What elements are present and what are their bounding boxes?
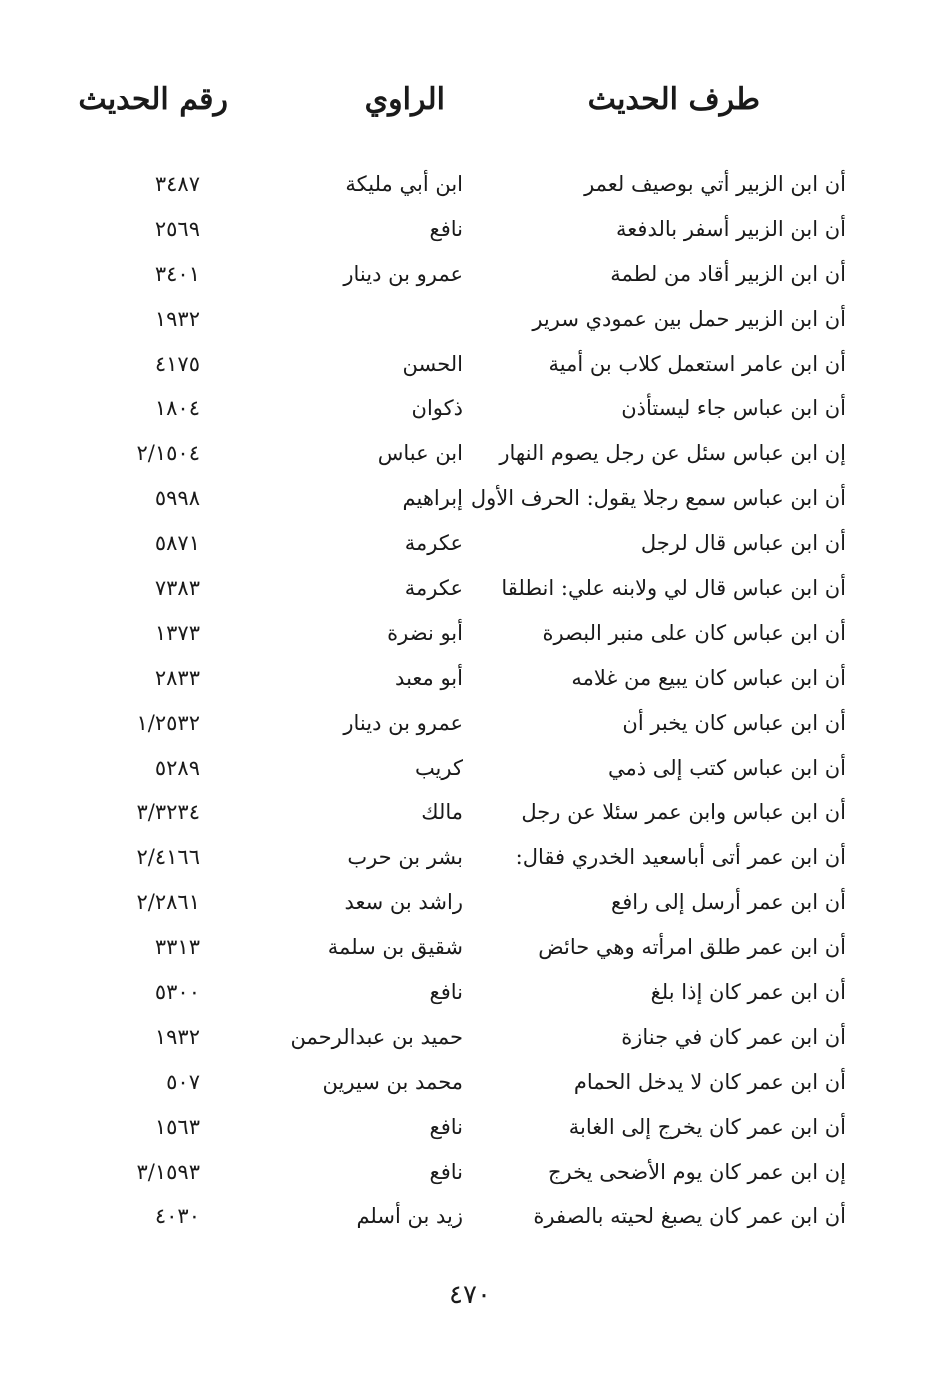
hadith-text: أن ابن عباس جاء ليستأذن: [621, 396, 846, 421]
hadith-number: ٢/٢٨٦١: [136, 890, 200, 915]
table-header: [0, 82, 940, 132]
table-row: [0, 1060, 940, 1105]
table-row: [0, 1015, 940, 1060]
narrator-name: إبراهيم: [402, 486, 463, 511]
table-row: [0, 611, 940, 656]
hadith-text: إن ابن عمر كان يوم الأضحى يخرج: [548, 1159, 846, 1184]
narrator-name: محمد بن سيرين: [322, 1069, 463, 1094]
hadith-text: أن ابن عباس قال لي ولابنه علي: انطلقا: [501, 576, 846, 601]
hadith-text: أن ابن عباس كتب إلى ذمي: [608, 755, 846, 780]
table-row: [0, 790, 940, 835]
hadith-text: أن ابن عمر كان لا يدخل الحمام: [573, 1069, 846, 1094]
narrator-name: أبو نضرة: [387, 620, 463, 645]
narrator-name: نافع: [429, 1159, 463, 1184]
table-row: [0, 880, 940, 925]
hadith-number: ١٩٣٢: [154, 1024, 200, 1049]
table-row: [0, 342, 940, 387]
hadith-number: ٣/٣٢٣٤: [136, 800, 200, 825]
hadith-number: ١٣٧٣: [154, 620, 200, 645]
table-row: [0, 476, 940, 521]
table-row: [0, 835, 940, 880]
table-row: [0, 207, 940, 252]
narrator-name: عكرمة: [404, 531, 463, 556]
narrator-name: حميد بن عبدالرحمن: [290, 1024, 463, 1049]
hadith-text: أن ابن عباس كان يبيع من غلامه: [571, 665, 846, 690]
narrator-name: زيد بن أسلم: [356, 1204, 463, 1229]
hadith-number: ٧٣٨٣: [154, 576, 200, 601]
hadith-text: أن ابن عمر أتى أباسعيد الخدري فقال:: [515, 845, 846, 870]
table-row: [0, 1150, 940, 1195]
hadith-text: أن ابن الزبير حمل بين عمودي سرير: [532, 306, 846, 331]
hadith-text: أن ابن الزبير أتي بوصيف لعمر: [584, 172, 846, 196]
hadith-number: ١٥٦٣: [154, 1114, 200, 1139]
table-row: [0, 925, 940, 970]
narrator-name: بشر بن حرب: [347, 845, 463, 870]
hadith-number: ١٩٣٢: [154, 306, 200, 331]
hadith-number: ١٨٠٤: [154, 396, 200, 421]
hadith-number: ٢/٤١٦٦: [136, 845, 200, 870]
narrator-name: عمرو بن دينار: [343, 261, 463, 286]
narrator-name: نافع: [429, 980, 463, 1005]
hadith-number: ١/٢٥٣٢: [136, 710, 200, 735]
table-row: [0, 970, 940, 1015]
narrator-name: الحسن: [402, 351, 463, 376]
table-row: [0, 162, 940, 207]
hadith-number: ٥٠٧: [166, 1069, 200, 1094]
hadith-number: ٣٤٠١: [154, 261, 200, 286]
table-row: [0, 746, 940, 791]
hadith-text: أن ابن عمر كان في جنازة: [621, 1024, 846, 1049]
hadith-text: أن ابن الزبير أقاد من لطمة: [610, 261, 846, 286]
header-number: رقم الحديث: [78, 82, 228, 117]
narrator-name: نافع: [429, 1114, 463, 1139]
table-row: [0, 701, 940, 746]
narrator-name: عمرو بن دينار: [343, 710, 463, 735]
hadith-text: أن ابن عمر أرسل إلى رافع: [611, 890, 846, 915]
hadith-number: ٤٠٣٠: [154, 1204, 200, 1229]
narrator-name: ذكوان: [411, 396, 463, 421]
hadith-number: ٥٣٠٠: [154, 980, 200, 1005]
table-row: [0, 521, 940, 566]
hadith-text: أن ابن عباس سمع رجلا يقول: الحرف الأول: [470, 486, 846, 511]
narrator-name: ابن أبي مليكة: [345, 172, 463, 196]
hadith-number: ٥٢٨٩: [154, 755, 200, 780]
hadith-number: ٢٥٦٩: [154, 216, 200, 241]
narrator-name: نافع: [429, 216, 463, 241]
table-row: [0, 297, 940, 342]
table-row: [0, 431, 940, 476]
table-row: [0, 252, 940, 297]
hadith-text: أن ابن عمر كان إذا بلغ: [650, 980, 846, 1005]
hadith-text: أن ابن الزبير أسفر بالدفعة: [616, 216, 846, 241]
hadith-number: ٢٨٣٣: [154, 665, 200, 690]
hadith-number: ٤١٧٥: [154, 351, 200, 376]
page-number: ٤٧٠: [449, 1280, 491, 1310]
table-row: [0, 1105, 940, 1150]
narrator-name: راشد بن سعد: [344, 890, 463, 915]
hadith-number: ٣/١٥٩٣: [136, 1159, 200, 1184]
hadith-number: ٢/١٥٠٤: [136, 441, 200, 466]
hadith-text: أن ابن عمر طلق امرأته وهي حائض: [538, 935, 846, 960]
hadith-text: أن ابن عمر كان يخرج إلى الغابة: [568, 1114, 846, 1139]
narrator-name: مالك: [421, 800, 463, 825]
hadith-text: إن ابن عباس سئل عن رجل يصوم النهار: [499, 441, 846, 466]
index-table: [0, 162, 940, 1239]
narrator-name: عكرمة: [404, 576, 463, 601]
narrator-name: أبو معبد: [395, 665, 463, 690]
hadith-text: أن ابن عباس قال لرجل: [640, 531, 846, 556]
table-row: [0, 656, 940, 701]
table-row: [0, 386, 940, 431]
hadith-text: أن ابن عباس كان يخبر أن: [622, 710, 846, 735]
hadith-number: ٥٨٧١: [154, 531, 200, 556]
hadith-text: أن ابن عباس كان على منبر البصرة: [542, 620, 846, 645]
narrator-name: شقيق بن سلمة: [327, 935, 463, 960]
narrator-name: كريب: [414, 755, 463, 780]
hadith-text: أن ابن عامر استعمل كلاب بن أمية: [548, 351, 846, 376]
header-narrator: الراوي: [364, 82, 445, 117]
hadith-text: أن ابن عمر كان يصبغ لحيته بالصفرة: [533, 1204, 846, 1229]
hadith-number: ٥٩٩٨: [154, 486, 200, 511]
hadith-text: أن ابن عباس وابن عمر سئلا عن رجل: [521, 800, 846, 825]
hadith-number: ٣٤٨٧: [154, 172, 200, 196]
table-row: [0, 1194, 940, 1239]
table-row: [0, 566, 940, 611]
narrator-name: ابن عباس: [377, 441, 463, 466]
hadith-number: ٣٣١٣: [154, 935, 200, 960]
header-hadith: طرف الحديث: [587, 82, 760, 117]
